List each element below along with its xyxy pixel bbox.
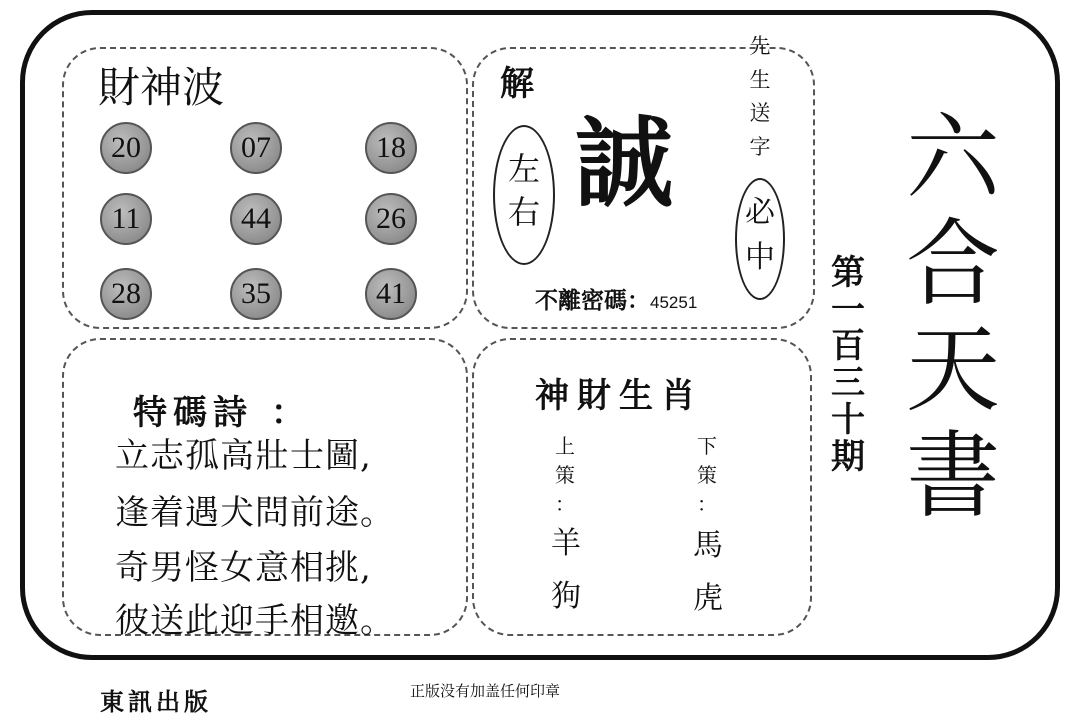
lower-animals <box>688 520 728 625</box>
number-ball: 44 <box>230 193 282 245</box>
left-char: 左 <box>507 150 540 188</box>
sender-char: 送 <box>749 101 771 126</box>
number-ball: 35 <box>230 268 282 320</box>
animal: 狗 <box>551 578 581 614</box>
number-ball: 20 <box>100 122 152 174</box>
upper-strategy-label <box>550 432 580 519</box>
authenticity-note: 正版没有加盖任何印章 <box>410 682 561 700</box>
title-char: 天 <box>905 316 1000 425</box>
upper-animals <box>546 518 586 623</box>
code-line <box>535 282 697 315</box>
publication-title <box>898 104 1008 531</box>
sender-char: 生 <box>749 67 771 92</box>
poem-line-4: 彼送此迎手相邀。 <box>115 601 395 641</box>
animal: 馬 <box>693 528 723 563</box>
code-value: 45251 <box>650 293 698 312</box>
animal: 羊 <box>551 526 581 561</box>
lower-label-char: ： <box>697 492 717 516</box>
issue-char: 期 <box>831 436 865 477</box>
title-char: 合 <box>905 210 1000 319</box>
title-char: 六 <box>905 104 1000 213</box>
sender-char: 先 <box>749 34 771 58</box>
wealth-wave-title: 財神波 <box>98 63 225 112</box>
must-char: 必 <box>745 195 775 230</box>
upper-label-char: 策 <box>555 463 575 487</box>
main-character: 誠 <box>575 107 674 221</box>
animal: 虎 <box>693 580 723 616</box>
issue-number <box>826 255 870 475</box>
issue-char: 百 <box>831 326 865 367</box>
poem-line-1: 立志孤高壯士圖, <box>115 436 372 476</box>
number-ball: 28 <box>100 268 152 320</box>
lower-label-char: 下 <box>697 434 717 458</box>
number-ball: 07 <box>230 122 282 174</box>
title-char: 書 <box>905 422 1000 531</box>
sender-char: 字 <box>749 134 771 159</box>
number-ball: 26 <box>365 193 417 245</box>
left-right-text <box>493 148 555 234</box>
poem-title: 特碼詩 ： <box>133 393 311 433</box>
issue-char: 三 <box>831 363 865 404</box>
number-ball: 18 <box>365 122 417 174</box>
poem-line-2: 逢着遇犬問前途。 <box>115 493 395 533</box>
hit-char: 中 <box>745 240 775 275</box>
lower-label-char: 策 <box>697 463 717 487</box>
right-char: 右 <box>507 193 540 232</box>
issue-char: 一 <box>831 289 865 330</box>
number-ball: 41 <box>365 268 417 320</box>
sender-vertical <box>748 30 772 164</box>
zodiac-title: 神財生肖 <box>535 376 703 416</box>
poem-line-3: 奇男怪女意相挑, <box>115 548 372 588</box>
jie-label: 解 <box>500 64 534 104</box>
upper-label-char: ： <box>555 492 575 516</box>
upper-label-char: 上 <box>555 434 575 458</box>
must-hit-text <box>735 190 785 280</box>
number-ball: 11 <box>100 193 152 245</box>
lower-strategy-label <box>692 432 722 519</box>
publisher-label: 東訊出版 <box>100 688 212 716</box>
issue-char: 十 <box>831 399 865 440</box>
code-label: 不離密碼： <box>535 288 650 314</box>
issue-char: 第 <box>831 253 865 293</box>
